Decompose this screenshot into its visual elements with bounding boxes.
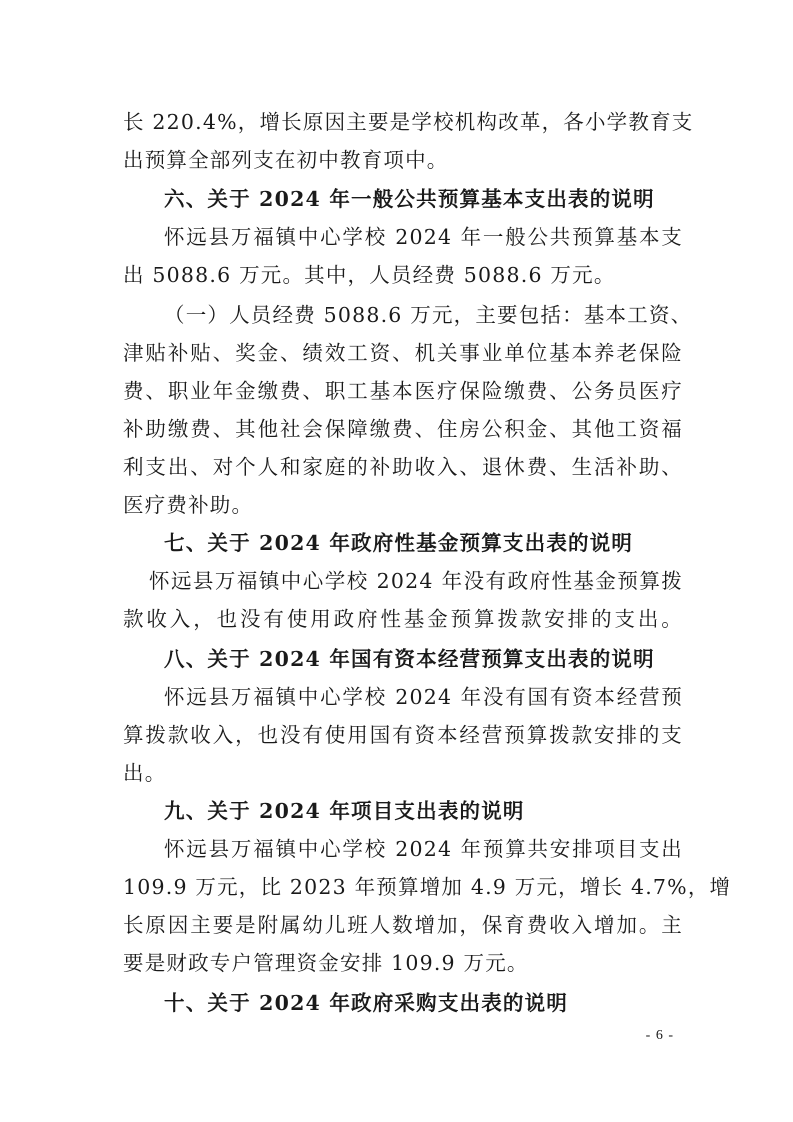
paragraph-line: 款收入，也没有使用政府性基金预算拨款安排的支出。 [123,607,683,631]
section-heading-6: 六、关于 2024 年一般公共预算基本支出表的说明 [164,187,655,211]
paragraph-line: 医疗费补助。 [123,493,254,517]
paragraph-line: 长原因主要是附属幼儿班人数增加，保育费收入增加。主 [123,913,683,937]
section-heading-8: 八、关于 2024 年国有资本经营预算支出表的说明 [164,647,655,671]
paragraph-line: （一）人员经费 5088.6 万元，主要包括：基本工资、 [164,303,693,327]
paragraph-line: 怀远县万福镇中心学校 2024 年一般公共预算基本支 [164,225,683,249]
paragraph-line: 出。 [123,761,167,785]
paragraph-line: 津贴补贴、奖金、绩效工资、机关事业单位基本养老保险 [123,341,683,365]
section-heading-9: 九、关于 2024 年项目支出表的说明 [164,799,525,823]
paragraph-line: 出 5088.6 万元。其中，人员经费 5088.6 万元。 [123,263,616,287]
section-heading-7: 七、关于 2024 年政府性基金预算支出表的说明 [164,531,634,555]
paragraph-line: 长 220.4%，增长原因主要是学校机构改革，各小学教育支 [123,110,694,134]
paragraph-line: 要是财政专户管理资金安排 109.9 万元。 [123,951,529,975]
paragraph-line: 109.9 万元，比 2023 年预算增加 4.9 万元，增长 4.7%，增 [123,875,732,899]
paragraph-line: 利支出、对个人和家庭的补助收入、退休费、生活补助、 [123,455,683,479]
paragraph-line: 算拨款收入，也没有使用国有资本经营预算拨款安排的支 [123,723,683,747]
paragraph-line: 费、职业年金缴费、职工基本医疗保险缴费、公务员医疗 [123,379,683,403]
page-number: - 6 - [645,1028,674,1043]
paragraph-line: 怀远县万福镇中心学校 2024 年没有政府性基金预算拨 [149,569,683,593]
paragraph-line: 出预算全部列支在初中教育项中。 [123,148,449,172]
paragraph-line: 怀远县万福镇中心学校 2024 年预算共安排项目支出 [164,837,683,861]
paragraph-line: 补助缴费、其他社会保障缴费、住房公积金、其他工资福 [123,417,683,441]
section-heading-10: 十、关于 2024 年政府采购支出表的说明 [164,991,569,1015]
paragraph-line: 怀远县万福镇中心学校 2024 年没有国有资本经营预 [164,685,683,709]
